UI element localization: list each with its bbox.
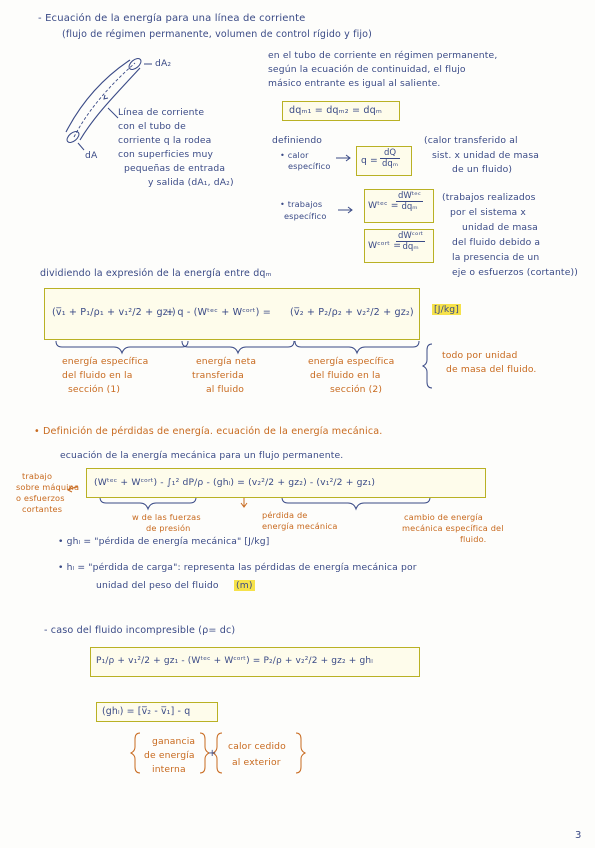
work-cort-lhs: Wᶜᵒʳᵗ =: [368, 240, 402, 251]
energy-eq-left: (v̅₁ + P₁/ρ₁ + v₁²/2 + gz₁): [52, 307, 176, 318]
caption-3-line-3: sección (2): [330, 384, 383, 395]
work-note-4: del fluido debido a: [452, 237, 541, 248]
left-note-4: cortantes: [22, 504, 63, 514]
energy-eq-right: (v̅₂ + P₂/ρ₂ + v₂²/2 + gz₂): [290, 307, 414, 318]
hl-definition-1: • hₗ = "pérdida de carga": representa las pérdidas de energía mecánica por: [58, 562, 417, 573]
heat-lhs: q =: [361, 155, 378, 166]
brace-b-1: calor cedido: [228, 741, 286, 752]
work-note-5: la presencia de un: [452, 252, 540, 263]
mech-energy-eq: (Wᵗᵉᶜ + Wᶜᵒʳᵗ) - ∫₁² dP/ρ - (ghₗ) = (v₂²/2 + gz₂) - (v₁²/2 + gz₁): [94, 477, 376, 488]
caption-3-line-2: del fluido en la: [310, 370, 381, 381]
label-dA2: dA₂: [155, 58, 172, 69]
energy-lead: dividiendo la expresión de la energía entre dqₘ: [40, 268, 272, 279]
continuity-intro-3: másico entrante es igual al saliente.: [268, 78, 441, 89]
cap-change-3: fluido.: [460, 534, 487, 544]
work-note-1: (trabajos realizados: [442, 192, 536, 203]
all-note-2: de masa del fluido.: [446, 364, 537, 375]
heat-numerator: dQ: [380, 148, 400, 159]
caption-2-line-1: energía neta: [196, 356, 257, 367]
diagram-desc-3: corriente q la rodea: [118, 135, 212, 146]
caption-1-line-3: sección (1): [68, 384, 121, 395]
continuity-intro-2: según la ecuación de continuidad, el flujo: [268, 64, 466, 75]
energy-units-text: [J/kg]: [434, 304, 460, 315]
defining-label: definiendo: [272, 135, 323, 146]
label-dA: dA: [85, 150, 98, 161]
gh-definition: • ghₗ = "pérdida de energía mecánica" [J/kg]: [58, 536, 270, 547]
hl-units: [234, 580, 255, 592]
section3-title: - caso del fluido incompresible (ρ= dc): [44, 625, 236, 636]
work-note-3: unidad de masa: [462, 222, 538, 233]
energy-units: [432, 304, 461, 316]
continuity-intro-1: en el tubo de corriente en régimen permanente,: [268, 50, 498, 61]
work-label-1: • trabajos: [280, 199, 323, 209]
heat-denominator: dqₘ: [382, 159, 399, 169]
cap-change-2: mecánica específica del: [402, 523, 504, 533]
caption-1-line-2: del fluido en la: [62, 370, 133, 381]
continuity-equation: dqₘ₁ = dqₘ₂ = dqₘ: [289, 105, 382, 116]
cap-loss-2: energía mecánica: [262, 521, 338, 531]
diagram-desc-4: con superficies muy: [118, 149, 214, 160]
cap-work-2: de presión: [146, 523, 191, 533]
section2-title: • Definición de pérdidas de energía. ecuación de la energía mecánica.: [34, 426, 383, 437]
brace-plus: +: [208, 748, 217, 759]
work-tec-numerator: dWᵗᵉᶜ: [398, 191, 421, 201]
heat-note-3: de un fluido): [452, 164, 513, 175]
cap-change-1: cambio de energía: [404, 512, 483, 522]
work-tec-fraction: [396, 191, 423, 212]
work-tec-lhs: Wᵗᵉᶜ =: [368, 200, 399, 211]
brace-b-2: al exterior: [232, 757, 281, 768]
all-note-1: todo por unidad: [442, 350, 518, 361]
heat-note-1: (calor transferido al: [424, 135, 518, 146]
diagram-desc-1: Línea de corriente: [118, 107, 205, 118]
work-tec-denominator: dqₘ: [401, 202, 418, 212]
energy-eq-mid: + q - (Wᵗᵉᶜ + Wᶜᵒʳᵗ) =: [166, 307, 271, 318]
work-cort-fraction: [396, 231, 425, 252]
section2-subtitle: ecuación de la energía mecánica para un flujo permanente.: [60, 450, 344, 461]
left-note-3: o esfuerzos: [16, 493, 65, 503]
diagram-desc-6: y salida (dA₁, dA₂): [148, 177, 234, 188]
work-note-6: eje o esfuerzos (cortante)): [452, 267, 578, 278]
page-subtitle: (flujo de régimen permanente, volumen de control rígido y fijo): [62, 29, 373, 40]
diagram-desc-2: con el tubo de: [118, 121, 186, 132]
diagram-desc-5: pequeñas de entrada: [124, 163, 226, 174]
cap-loss-1: pérdida de: [262, 510, 308, 520]
left-note-1: trabajo: [22, 471, 53, 481]
caption-1-line-1: energía específica: [62, 356, 149, 367]
caption-2-line-2: transferida: [192, 370, 244, 381]
brace-a-3: interna: [152, 764, 186, 775]
heat-label-1: • calor: [280, 150, 309, 160]
heat-fraction: [380, 148, 400, 169]
brace-a-1: ganancia: [152, 736, 196, 747]
work-cort-denominator: dqₘ: [402, 242, 419, 252]
work-label-2: específico: [284, 211, 327, 221]
heat-label-2: específico: [288, 161, 331, 171]
hl-units-text: (m): [236, 580, 253, 591]
work-cort-numerator: dWᶜᵒʳᵗ: [398, 231, 424, 241]
cap-work-1: w de las fuerzas: [132, 512, 201, 522]
caption-2-line-3: al fluido: [206, 384, 245, 395]
page-number: 3: [575, 830, 582, 841]
hl-definition-2: unidad del peso del fluido: [96, 580, 219, 591]
loss-equation: (ghₗ) = [v̅₂ - v̅₁] - q: [102, 706, 191, 717]
heat-note-2: sist. x unidad de masa: [432, 150, 540, 161]
left-note-2: sobre máquina: [16, 482, 80, 492]
incompressible-eq: P₁/ρ + v₁²/2 + gz₁ - (Wᵗᵉᶜ + Wᶜᵒʳᵗ) = P₂/ρ + v₂²/2 + gz₂ + ghₗ: [96, 656, 373, 666]
brace-a-2: de energía: [144, 750, 195, 761]
page-title: - Ecuación de la energía para una línea de corriente: [38, 13, 306, 24]
work-note-2: por el sistema x: [450, 207, 526, 218]
caption-3-line-1: energía específica: [308, 356, 395, 367]
